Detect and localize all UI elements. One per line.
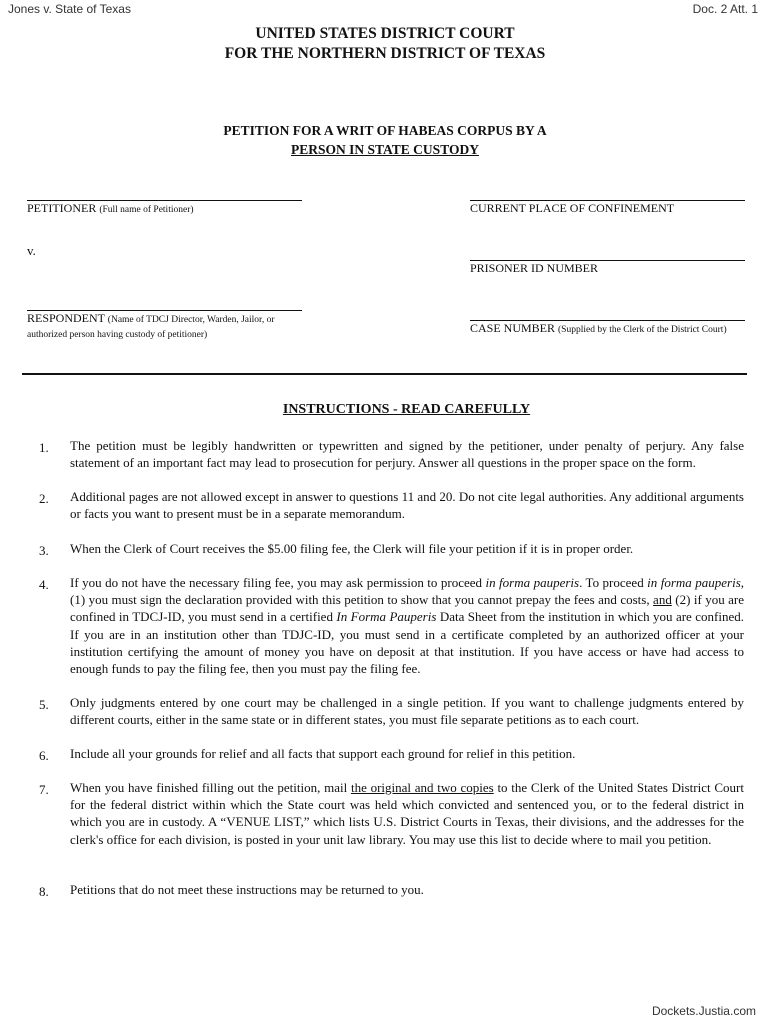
- instruction-item: [30, 881, 744, 898]
- respondent-label: RESPONDENT: [27, 311, 105, 325]
- instruction-number: 5.: [39, 697, 49, 712]
- petition-title-line-1: PETITION FOR A WRIT OF HABEAS CORPUS BY A: [223, 123, 547, 138]
- petitioner-field[interactable]: [27, 200, 302, 217]
- instruction-number: 3.: [39, 543, 49, 558]
- instruction-text: If you do not have the necessary filing fee, you may ask permission to proceed in forma pauperis. To proceed in forma pauperis, (1) you must sign the declaration provided with this petition to show that you cannot prepay the fees and costs, and (2) if you are confined in TDCJ-ID, you must send in a certified In Forma Pauperis Data Sheet from the institution in which you are confined. If you are in an institution other than TDJC-ID, you must send in a certificate completed by an authorized officer at your institution certifying the amount of money you have on deposit at that institution. If you have access or have had access to enough funds to pay the filing fee, then you must pay the filing fee.: [70, 575, 745, 677]
- petitioner-label: PETITIONER: [27, 201, 97, 215]
- respondent-note-2: authorized person having custody of petitioner): [27, 330, 208, 340]
- instruction-item: [30, 437, 744, 471]
- instruction-number: 2.: [39, 491, 49, 506]
- instruction-text: The petition must be legibly handwritten or typewritten and signed by the petitioner, under penalty of perjury. Any false statement of an important fact may lead to prosecution for perjury. Answer all questions in the proper space on the form.: [70, 438, 744, 471]
- confinement-label: CURRENT PLACE OF CONFINEMENT: [470, 201, 675, 215]
- instructions-title: INSTRUCTIONS - READ CAREFULLY: [282, 402, 531, 417]
- instruction-number: 8.: [39, 884, 49, 899]
- instruction-item: [30, 574, 744, 677]
- instruction-number: 6.: [39, 748, 49, 763]
- instruction-text: When the Clerk of Court receives the $5.00 filing fee, the Clerk will file your petition if it is in proper order.: [70, 541, 634, 556]
- instruction-number: 7.: [39, 782, 49, 797]
- instruction-text: Petitions that do not meet these instructions may be returned to you.: [70, 882, 424, 897]
- instruction-text: Additional pages are not allowed except in answer to questions 11 and 20. Do not cite legal authorities. Any additional arguments or facts you want to present must be in a separate memorandum.: [70, 489, 744, 522]
- instruction-text: Include all your grounds for relief and all facts that support each ground for relief in this petition.: [70, 746, 576, 761]
- document-number-header: Doc. 2 Att. 1: [692, 2, 758, 16]
- case-number-label: CASE NUMBER: [470, 321, 556, 335]
- court-line-1: UNITED STATES DISTRICT COURT: [255, 25, 515, 42]
- versus-label: v.: [27, 243, 36, 258]
- confinement-field[interactable]: [470, 200, 745, 215]
- instruction-item: [30, 488, 744, 522]
- instruction-item: [30, 540, 744, 557]
- instruction-item: [30, 694, 744, 728]
- instruction-item: [30, 779, 744, 848]
- instruction-item: [30, 745, 744, 762]
- instruction-text: When you have finished filling out the petition, mail the original and two copies to the Clerk of the United States District Court for the federal district within which the State court was held which convicted and sentenced you, or to the federal district in which you are in custody. A “VENUE LIST,” which lists U.S. District Courts in Texas, their divisions, and the addresses for the clerk's office for each division, is posted in your unit law library. You may use this list to decide where to mail you petition.: [70, 780, 744, 847]
- instruction-number: 1.: [39, 440, 49, 455]
- petition-title-line-2: PERSON IN STATE CUSTODY: [291, 142, 479, 157]
- prisoner-id-field[interactable]: [470, 260, 745, 275]
- respondent-note: (Name of TDCJ Director, Warden, Jailor, or: [107, 315, 275, 325]
- instruction-number: 4.: [39, 577, 49, 592]
- prisoner-id-label: PRISONER ID NUMBER: [470, 261, 599, 275]
- petition-title: [0, 121, 770, 159]
- respondent-field[interactable]: [27, 310, 302, 342]
- case-number-field[interactable]: [470, 320, 745, 337]
- section-divider: [22, 373, 747, 375]
- instruction-text: Only judgments entered by one court may be challenged in a single petition. If you want to challenge judgments entered by different courts, either in the same state or in different states, you must file separate petitions as to each court.: [70, 695, 744, 728]
- court-heading: [0, 24, 770, 64]
- petitioner-note: (Full name of Petitioner): [99, 205, 194, 215]
- court-line-2: FOR THE NORTHERN DISTRICT OF TEXAS: [224, 45, 546, 62]
- case-caption-header: Jones v. State of Texas: [8, 2, 131, 16]
- case-number-note: (Supplied by the Clerk of the District Court): [558, 325, 727, 335]
- source-watermark: Dockets.Justia.com: [651, 1004, 756, 1018]
